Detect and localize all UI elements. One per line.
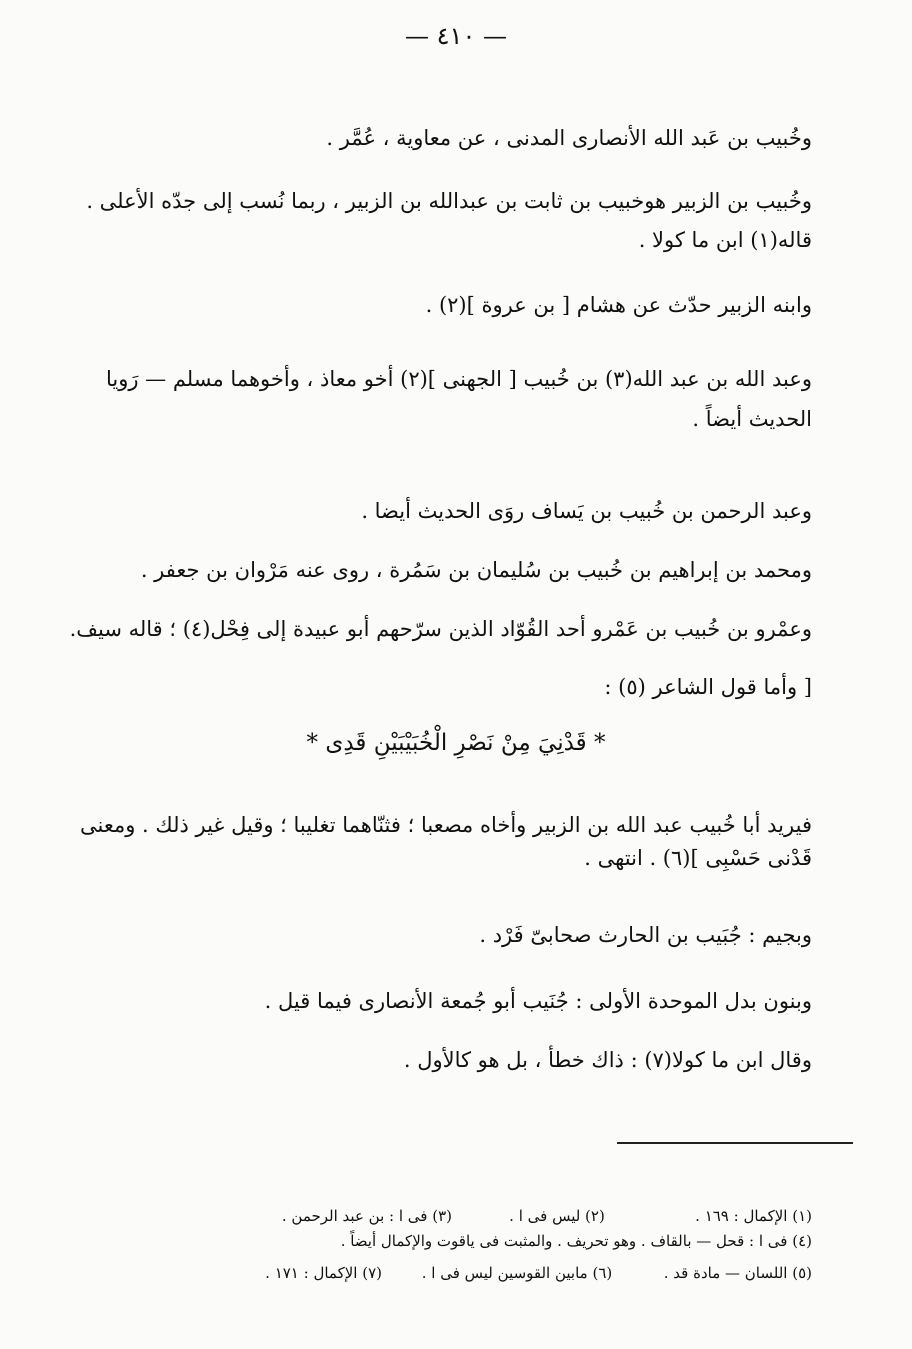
text-line: وعمْرو بن خُبيب بن عَمْرو أحد القُوّاد الذين سرّحهم أبو عبيدة إلى فِحْل(٤) ؛ قاله سيف. <box>69 617 812 641</box>
footnote-row <box>265 1262 812 1284</box>
text-line: [ وأما قول الشاعر (٥) : <box>604 675 812 699</box>
footnote: (٤) فى ا : قحل — بالقاف . وهو تحريف . والمثبت فى ياقوت والإكمال أيضاً . <box>340 1232 812 1250</box>
text-line: وبجيم : جُبَيب بن الحارث صحابىّ فَرْد . <box>479 923 812 947</box>
text-line: وعبد الله بن عبد الله(٣) بن خُبيب [ الجهنى ](٢) أخو معاذ ، وأخوهما مسلم — رَويا <box>105 367 812 391</box>
text-line: وبنون بدل الموحدة الأولى : جُنَيب أبو جُمعة الأنصارى فيما قيل . <box>264 989 812 1013</box>
text-line: ومحمد بن إبراهيم بن خُبيب بن سُليمان بن سَمُرة ، روى عنه مَرْوان بن جعفر . <box>140 558 812 582</box>
text-line: وعبد الرحمن بن خُبيب بن يَساف روَى الحديث أيضا . <box>361 499 812 523</box>
footnote-row <box>341 1230 812 1252</box>
footnote: (٢) ليس فى ا . <box>509 1207 605 1225</box>
text-line: الحديث أيضاً . <box>692 407 812 431</box>
text-line: قاله(١) ابن ما كولا . <box>638 228 812 252</box>
text-line: وخُبيب بن عَبد الله الأنصارى المدنى ، عن معاوية ، عُمَّر . <box>326 126 812 150</box>
footnote-divider <box>617 1142 853 1144</box>
footnote: (٥) اللسان — مادة قد . <box>663 1264 812 1282</box>
footnote-row <box>282 1205 812 1227</box>
poem-verse: * قَدْنِيَ مِنْ نَصْرِ الْخُبَيْبَيْنِ قَدِى * <box>306 730 606 756</box>
text-line: قَدْنى حَسْبِى ](٦) . انتهى . <box>584 846 812 870</box>
text-line: فيريد أبا خُبيب عبد الله بن الزبير وأخاه مصعبا ؛ فثنّاهما تغليبا ؛ وقيل غير ذلك . ومعنى <box>80 813 812 837</box>
footnote: (٦) مابين القوسين ليس فى ا . <box>421 1264 613 1282</box>
footnote: (٣) فى ا : بن عبد الرحمن . <box>281 1207 452 1225</box>
footnote: (٧) الإكمال : ١٧١ . <box>265 1264 382 1282</box>
text-line: وقال ابن ما كولا(٧) : ذاك خطأ ، بل هو كالأول . <box>403 1048 812 1072</box>
page-number: — ٤١٠ — <box>405 22 507 50</box>
text-line: وخُبيب بن الزبير هوخبيب بن ثابت بن عبدالله بن الزبير ، ربما نُسب إلى جدّه الأعلى . <box>86 189 812 213</box>
text-line: وابنه الزبير حدّث عن هشام [ بن عروة ](٢) . <box>425 293 812 317</box>
footnote: (١) الإكمال : ١٦٩ . <box>695 1207 812 1225</box>
